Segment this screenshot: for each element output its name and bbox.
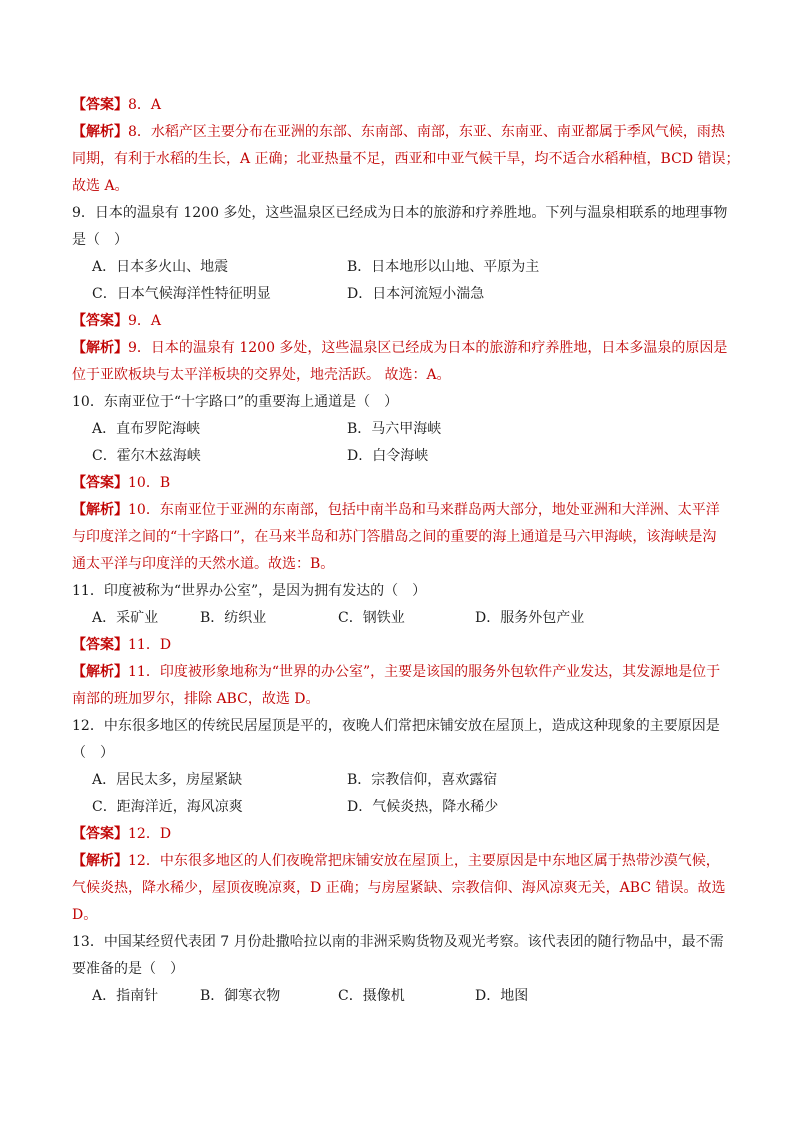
analysis-highlight: “世界的办公室” — [271, 664, 371, 680]
analysis-text: 11．印度被形象地称为 — [128, 664, 272, 680]
answer-line-11 — [72, 632, 732, 659]
document-page — [72, 92, 740, 1010]
option-c: C．钢铁业 — [338, 610, 405, 626]
question-9-options-row-1 — [72, 254, 732, 281]
question-9-options-row-2 — [72, 281, 732, 308]
option-c: C．摄像机 — [338, 988, 405, 1004]
option-a: A．直布罗陀海峡 — [92, 421, 201, 437]
option-c: C．日本气候海洋性特征明显 — [92, 286, 271, 302]
option-c: C．距海洋近，海风凉爽 — [92, 799, 243, 815]
analysis-text: ，主要是该国的服务外包软件产业发达，其发源地是位于 — [370, 664, 721, 680]
option-b: B．日本地形以山地、平原为主 — [347, 259, 540, 275]
analysis-line-12-3: D。 — [72, 907, 98, 923]
option-d: D．日本河流短小湍急 — [347, 286, 485, 302]
analysis-tag: 【解析】 — [72, 664, 128, 680]
analysis-line-9-1 — [72, 335, 732, 362]
answer-text: 12．D — [128, 826, 172, 842]
question-9-stem-line-2: 是（ ） — [72, 232, 128, 248]
question-10-stem: 10．东南亚位于“十字路口”的重要海上通道是（ ） — [72, 394, 399, 410]
question-11-stem: 11．印度被称为“世界办公室”，是因为拥有发达的（ ） — [72, 583, 427, 599]
analysis-highlight: “十字路口” — [170, 529, 241, 545]
analysis-text: 10．东南亚位于亚洲的东南部，包括中南半岛和马来群岛两大部分，地处亚洲和大洋洲、太平洋 — [128, 502, 720, 518]
analysis-tag: 【解析】 — [72, 340, 128, 356]
analysis-text: ，在马来半岛和苏门答腊岛之间的重要的海上通道是马六甲海峡，该海峡是沟 — [240, 529, 717, 545]
question-10-options-row-1 — [72, 416, 732, 443]
option-c: C．霍尔木兹海峡 — [92, 448, 201, 464]
option-a: A．采矿业 — [92, 610, 159, 626]
option-b: B．宗教信仰，喜欢露宿 — [347, 772, 498, 788]
option-d: D．服务外包产业 — [475, 610, 585, 626]
answer-tag: 【答案】 — [72, 97, 128, 113]
question-11-options-row — [72, 605, 732, 632]
question-13-stem-line-2: 要准备的是（ ） — [72, 961, 184, 977]
answer-tag: 【答案】 — [72, 475, 128, 491]
question-13-stem-line-1: 13．中国某经贸代表团 7 月份赴撒哈拉以南的非洲采购货物及观光考察。该代表团的随行物品中，最不需 — [72, 934, 724, 950]
question-10-options-row-2 — [72, 443, 732, 470]
analysis-line-10-3: 通太平洋与印度洋的天然水道。故选：B。 — [72, 556, 335, 572]
option-d: D．气候炎热，降水稀少 — [347, 799, 499, 815]
analysis-tag: 【解析】 — [72, 502, 128, 518]
answer-text: 8．A — [128, 97, 162, 113]
question-12-options-row-2 — [72, 794, 732, 821]
analysis-line-8-2: 同期，有利于水稻的生长，A 正确；北亚热量不足，西亚和中亚气候干旱，均不适合水稻种植，BCD 错误； — [72, 151, 740, 167]
analysis-line-12-2: 气候炎热，降水稀少，屋顶夜晚凉爽，D 正确；与房屋紧缺、宗教信仰、海风凉爽无关，ABC 错误。故选 — [72, 880, 726, 896]
analysis-line-10-1 — [72, 497, 732, 524]
analysis-line-11-1 — [72, 659, 732, 686]
answer-tag: 【答案】 — [72, 637, 128, 653]
analysis-line-8-1 — [72, 119, 732, 146]
answer-line-8 — [72, 92, 732, 119]
option-a: A．指南针 — [92, 988, 159, 1004]
answer-text: 9．A — [128, 313, 162, 329]
option-d: D．白令海峡 — [347, 448, 429, 464]
answer-tag: 【答案】 — [72, 313, 128, 329]
analysis-line-9-2: 位于亚欧板块与太平洋板块的交界处，地壳活跃。 故选：A。 — [72, 367, 451, 383]
question-13-options-row — [72, 983, 732, 1010]
answer-line-12 — [72, 821, 732, 848]
analysis-text: 与印度洋之间的 — [72, 529, 170, 545]
answer-line-10 — [72, 470, 732, 497]
question-12-stem-line-1: 12．中东很多地区的传统民居屋顶是平的，夜晚人们常把床铺安放在屋顶上，造成这种现象的主要原因是 — [72, 718, 720, 734]
analysis-line-11-2: 南部的班加罗尔，排除 ABC，故选 D。 — [72, 691, 320, 707]
answer-line-9 — [72, 308, 732, 335]
answer-text: 10．B — [128, 475, 171, 491]
analysis-tag: 【解析】 — [72, 124, 128, 140]
answer-tag: 【答案】 — [72, 826, 128, 842]
analysis-line-10-2 — [72, 524, 732, 551]
analysis-line-12-1 — [72, 848, 732, 875]
question-12-options-row-1 — [72, 767, 732, 794]
option-a: A．日本多火山、地震 — [92, 259, 229, 275]
question-9-stem-line-1: 9．日本的温泉有 1200 多处，这些温泉区已经成为日本的旅游和疗养胜地。下列与温泉相联系的地理事物 — [72, 205, 728, 221]
analysis-text: 9．日本的温泉有 1200 多处，这些温泉区已经成为日本的旅游和疗养胜地，日本多温泉的原因是 — [128, 340, 728, 356]
analysis-text: 12．中东很多地区的人们夜晚常把床铺安放在屋顶上，主要原因是中东地区属于热带沙漠气候， — [128, 853, 720, 869]
option-b: B．御寒衣物 — [200, 988, 281, 1004]
analysis-text: 8．水稻产区主要分布在亚洲的东部、东南部、南部，东亚、东南亚、南亚都属于季风气候，雨热 — [128, 124, 725, 140]
option-b: B．马六甲海峡 — [347, 421, 442, 437]
option-d: D．地图 — [475, 988, 529, 1004]
answer-text: 11．D — [128, 637, 172, 653]
option-b: B．纺织业 — [200, 610, 267, 626]
analysis-line-8-3: 故选 A。 — [72, 178, 129, 194]
option-a: A．居民太多，房屋紧缺 — [92, 772, 243, 788]
question-12-stem-line-2: （ ） — [72, 745, 114, 761]
analysis-tag: 【解析】 — [72, 853, 128, 869]
